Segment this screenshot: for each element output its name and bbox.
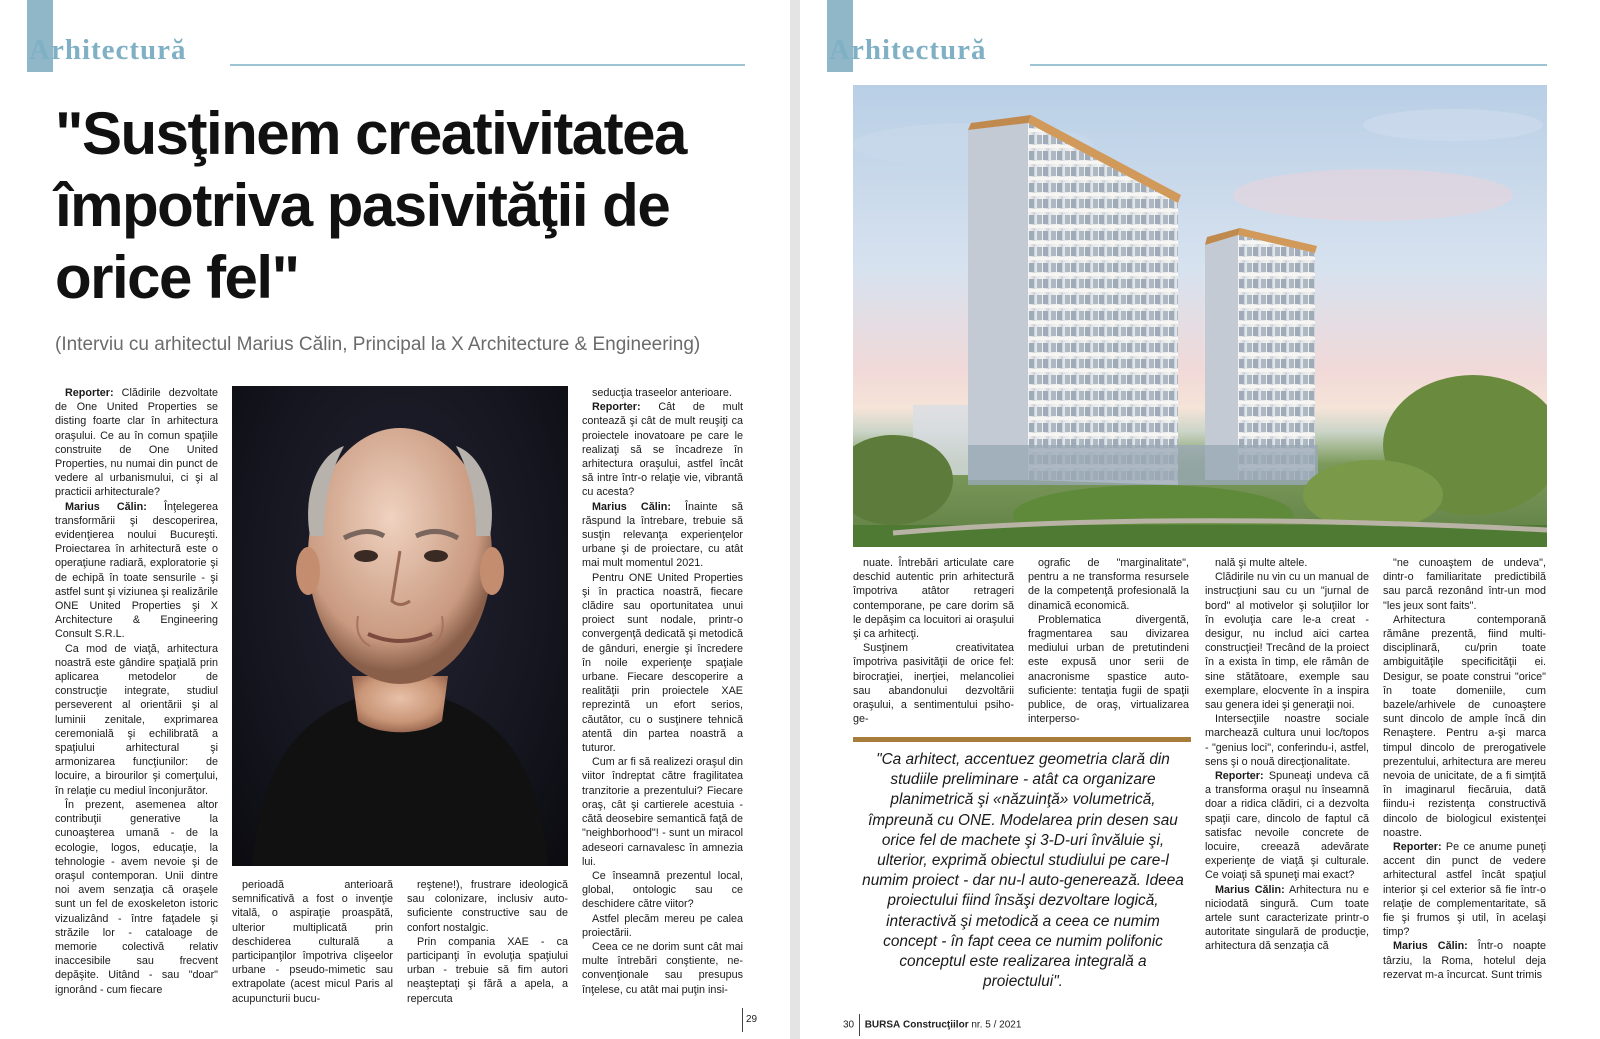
- paragraph-text: Cât de mult contează şi cât de mult reuşiţi ca proiectele inovatoare pe care le realizaţi să se încadreze în arhitectura oraşului, astfel încât să intre într-o relaţie vie, vibrantă cu acesta?: [582, 401, 743, 499]
- paragraph: [1028, 613, 1189, 727]
- paragraph: [1205, 883, 1369, 954]
- paragraph: [55, 642, 218, 798]
- paragraph: [1028, 556, 1189, 613]
- paragraph-text: Arhitectura nu e niciodată singură. Cum toate artele sunt caracterizate printr-o autoritate singulară de producţie, arhitectura dă senzaţia că: [1205, 883, 1369, 953]
- text-column-5: [853, 556, 1014, 726]
- paragraph-text: Problematica divergentă, fragmentarea sau divizarea mediului urban de pretutindeni este expusă unor serii de anacronisme spastice auto-suficiente: tentaţia fugii de spaţii publice, de oraş, virtualizarea interperso-: [1028, 613, 1189, 726]
- publication-name-2: Construcţiilor: [903, 1019, 969, 1031]
- paragraph: [1383, 840, 1546, 939]
- paragraph: [1383, 613, 1546, 840]
- page-number-rule: [859, 1014, 860, 1036]
- speaker-label: Marius Călin:: [1393, 940, 1468, 953]
- paragraph: [407, 935, 568, 1006]
- speaker-label: Marius Călin:: [65, 500, 147, 513]
- paragraph: [582, 912, 743, 940]
- page-footer: [843, 1014, 1021, 1036]
- paragraph-text: Ceea ce ne dorim sunt cât mai multe întrebări conştiente, ne-convenţionale sau presupus înţelese, cu atât mai puţin insi-: [582, 940, 743, 996]
- paragraph-text: reştene!), frustrare ideologică sau colonizare, inclusiv auto-suficiente constructive sau de confort nostalgic.: [407, 879, 568, 934]
- text-column-8: [1383, 556, 1546, 982]
- title-line: orice fel": [55, 244, 299, 311]
- page-number: 30: [843, 1019, 855, 1031]
- speaker-label: Reporter:: [1215, 770, 1264, 783]
- speaker-label: Reporter:: [1393, 841, 1442, 854]
- paragraph-text: "ne cunoaştem de undeva", dintr-o familiaritate predictibilă sau parcă rezonând într-un mod "les jeux sont faits".: [1383, 557, 1546, 612]
- page-number-rule: [742, 1008, 743, 1032]
- paragraph: [582, 571, 743, 756]
- paragraph: [582, 500, 743, 571]
- section-header: Arhitectură: [29, 34, 187, 66]
- speaker-label: Reporter:: [592, 401, 641, 414]
- paragraph: [582, 940, 743, 997]
- paragraph-text: Înţelegerea transformării şi descoperirea, evidenţierea noului Bucureşti. Proiectarea în arhitectură este o operaţiune radiară, exploratorie şi de echipă în toate sensurile - şi astfel sunt şi viziunea şi realizările ONE United Properties şi X Architecture & Engineering Consult S.R.L.: [55, 500, 219, 641]
- paragraph: [55, 500, 218, 642]
- paragraph-text: perioadă anterioară semnificativă a fost o invenţie vitală, o aspiraţie proaspătă, ulterior multiplicată prin deschiderea culturală a participanţilor împotriva clişeelor urbane - pseudo-mimetic sau extrapolate (acest micul Paris al acupuncturii bucu-: [232, 879, 393, 1005]
- title-line: "Susţinem creativitatea: [55, 100, 686, 167]
- paragraph: [1383, 556, 1546, 613]
- section-header: Arhitectură: [829, 34, 987, 66]
- paragraph-text: Clădirile nu vin cu un manual de instrucţiuni sau cu un "jurnal de bord" al motivelor şi soluţiilor lor în evoluţia care le-a creat - desigur, nu includ aici cartea construcţiei! Trecând de la proiect în a exista în timp, ele rămân de sine stătătoare, exemple sau exemplare, elocvente în a inspira sau genera idei şi generaţii noi.: [1205, 571, 1369, 712]
- article-title: [55, 98, 775, 314]
- paragraph-text: Prin compania XAE - ca participanţi în evoluţia spaţiului urban - trebuie să fim autori neaşteptaţi şi fără a apela, a repercuta: [407, 935, 568, 1005]
- towers-illustration: [853, 85, 1547, 547]
- paragraph: [853, 556, 1014, 641]
- paragraph: [1205, 556, 1369, 570]
- paragraph: [582, 755, 743, 869]
- header-rule: [1030, 64, 1547, 66]
- paragraph-text: nuate. Întrebări articulate care deschid autentic prin arhitectură împotriva atâtor retrageri contemporane, pe care dorim să le depăşim ca locuitori ai oraşului şi ca arhitecţi.: [853, 557, 1014, 641]
- speaker-label: Marius Călin:: [592, 500, 671, 513]
- paragraph-text: Cum ar fi să realizezi oraşul din viitor îndreptat către fragilitatea tranzitorie a prezentului? Fiecare oraş, cât şi cartierele acestuia - cătă deosebire semantică faţă de "neighborhood"! - sunt un miracol adeseori carnavalesc în amnezia lui.: [582, 756, 743, 868]
- issue-info: nr. 5 / 2021: [971, 1019, 1022, 1031]
- paragraph-text: Astfel plecăm mereu pe calea proiectării.: [582, 912, 743, 939]
- paragraph: [232, 878, 393, 1006]
- header-rule: [230, 64, 745, 66]
- building-render-image: [853, 85, 1547, 547]
- portrait-illustration: [232, 386, 568, 866]
- paragraph: [582, 869, 743, 912]
- paragraph: [1383, 939, 1546, 982]
- paragraph: [582, 386, 743, 400]
- paragraph: [582, 400, 743, 499]
- paragraph-text: Spuneaţi undeva că a transforma oraşul nu înseamnă doar a ridica clădiri, ci a dezvolta spaţii care, dincolo de faptul că satisfac nevoile concrete de locuire, creează adevărate experienţe de viaţă şi culturale. Ce voiaţi să spuneţi mai exact?: [1205, 770, 1369, 882]
- paragraph: [55, 798, 218, 997]
- text-column-2: [232, 878, 393, 1006]
- portrait-photo: [232, 386, 568, 866]
- paragraph-text: ografic de "marginalitate", pentru a ne transforma resursele de la competenţă profesională la dinamică economică.: [1028, 557, 1189, 612]
- paragraph-text: În prezent, asemenea altor contribuţii generative la cunoaşterea umană - de la ecologie, logos, educaţie, la tehnologie - avem nevoie şi de oraşul contemporan. Unii dintre noi avem senzaţia că oraşele sunt un fel de exoskeleton istoric vizualizând - între faţadele şi străzile lor - cataloage de memorie colectivă relativ inaccesibile sau frecvent depăşite. Uitând - sau "doar" ignorând - cum fiecare: [55, 798, 218, 996]
- paragraph-text: seducţia traseelor anterioare.: [592, 387, 732, 399]
- pull-quote: "Ca arhitect, accentuez geometria clară din studiile preliminare - atât ca organizare planimetrică şi «năzuinţă» volumetrică, împreună cu ONE. Modelarea prin desen sau orice fel de machete şi 3-D-uri învăluie şi, ulterior, exprimă obiectul studiului pe care-l numim proiect - dar nu-l auto-generează. Ideea proiectului fiind însăşi dezvoltare logică, interactivă şi metodică a ceea ce numim concept - în fapt ceea ce numim polifonic conceptul este realizarea integrală a proiectului".: [862, 751, 1184, 991]
- pull-quote-bar: [853, 737, 1191, 742]
- paragraph: [1205, 769, 1369, 883]
- paragraph: [1205, 712, 1369, 769]
- paragraph-text: Susţinem creativitatea împotriva pasivităţii de orice fel: birocraţiei, inerţiei, melancoliei sau abandonului dezvoltării oraşului, a sentimentului psiho-ge-: [853, 642, 1014, 726]
- text-column-6: [1028, 556, 1189, 726]
- paragraph-text: nală şi multe altele.: [1215, 557, 1308, 569]
- paragraph-text: Ce înseamnă prezentul local, global, ontologic sau ce deschidere către viitor?: [582, 869, 743, 911]
- article-subtitle: (Interviu cu arhitectul Marius Călin, Principal la X Architecture & Engineering): [55, 334, 701, 355]
- paragraph-text: Intersecţiile noastre sociale marchează cultura unui loc/topos - "genius loci", conferindu-i, astfel, sens şi o nouă direcţionalitate.: [1205, 713, 1369, 768]
- paragraph-text: Pentru ONE United Properties şi în practica noastră, fiecare clădire sau oportunitatea unui proiect sunt nodale, printr-o convergenţă dedicată şi metodică de gânduri, energie şi încredere în noile experienţe spaţiale urbane. Fiecare descoperire a realităţii prin proiectele XAE reprezintă un efort serios, căutător, cu o susţinere tehnică atentă din partea noastră a tuturor.: [582, 571, 743, 755]
- text-column-4: [582, 386, 743, 997]
- paragraph: [55, 386, 218, 500]
- paragraph-text: Pe ce anume puneţi accent din punct de vedere arhitectural astfel încât spaţiul interior şi cel exterior să fie într-o relaţie de complementaritate, să fie şi frumos şi util, în acelaşi timp?: [1383, 841, 1546, 939]
- speaker-label: Marius Călin:: [1215, 883, 1285, 896]
- text-column-1: [55, 386, 218, 997]
- text-column-7: [1205, 556, 1369, 954]
- paragraph-text: Într-o noapte târziu, la Roma, hotelul deja rezervat m-a încurcat. Sunt trimis: [1383, 940, 1546, 981]
- paragraph-text: Înainte să răspund la întrebare, trebuie să susţin relevanţa experienţelor urbane şi de proiectare, cu atât mai mult momentul 2021.: [582, 500, 743, 570]
- paragraph-text: Clădirile dezvoltate de One United Properties se disting foarte clar în arhitectura oraşului. Ce au în comun spaţiile construite de One United Properties, nu numai din punct de vedere al urbanismului, ci şi al practicii arhitecturale?: [55, 387, 218, 499]
- paragraph-text: Arhitectura contemporană rămâne prezentă, fiind multi-disciplinară, cu/prin toate ambiguităţile specificităţii ei. Desigur, se poate construi "orice" în toate domeniile, cum bazele/arhivele de cunoaştere sunt dincolo de ample încă din Renaştere. Pentru a-şi marca timpul dincolo de prerogativele prezentului, arhitectura are mereu nevoia de unicitate, de a fi simţită în imaginarul fiecăruia, dată fiindu-i rezistenţa constructivă dincolo de biologicul existenţei noastre.: [1383, 613, 1546, 839]
- title-line: împotriva pasivităţii de: [55, 172, 670, 239]
- paragraph: [407, 878, 568, 935]
- publication-name: BURSA: [864, 1019, 901, 1031]
- text-column-3: [407, 878, 568, 1006]
- paragraph-text: Ca mod de viaţă, arhitectura noastră este gândire spaţială prin aplicarea metodelor de construcţie integrate, studiul perseverent al orientării şi al luminii zenitale, exprimarea ceremonială şi echilibrată a spaţiului arhitectural şi armonizarea funcţiunilor: de locuire, a birourilor şi comerţului, în relaţie cu mediul înconjurător.: [55, 642, 218, 797]
- page-number: 29: [746, 1014, 758, 1025]
- page-29: [0, 0, 790, 1039]
- paragraph: [1205, 570, 1369, 712]
- speaker-label: Reporter:: [65, 387, 114, 399]
- paragraph: [853, 641, 1014, 726]
